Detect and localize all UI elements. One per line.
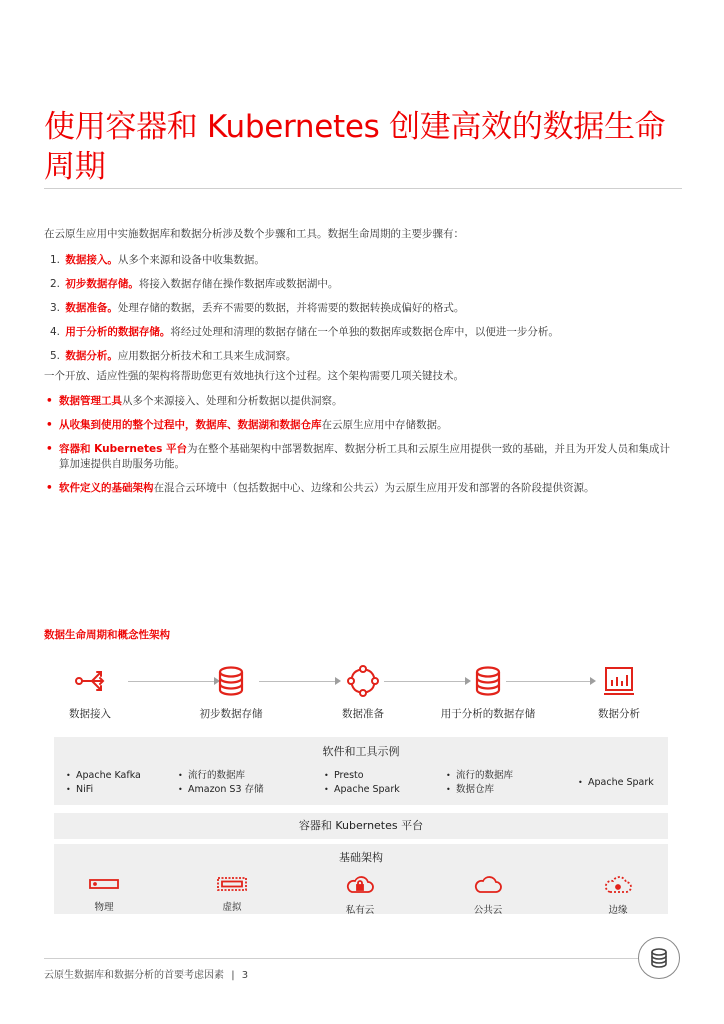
footer-divider (44, 958, 640, 959)
platform-label: 容器和 Kubernetes 平台 (298, 819, 424, 832)
tools-panel-title: 软件和工具示例 (322, 745, 400, 758)
list-item: • Apache Kafka (66, 769, 141, 783)
tool-list (178, 769, 264, 797)
cloud-icon (473, 876, 503, 894)
stage-label: 用于分析的数据存储 (440, 708, 536, 720)
infra-physical (54, 876, 154, 913)
footer-database-icon (638, 937, 680, 979)
list-item: • Amazon S3 存储 (178, 783, 264, 797)
tool-list (66, 769, 141, 797)
infra-label: 物理 (94, 902, 114, 913)
list-item: • 从收集到使用的整个过程中，数据库、数据湖和数据仓库在云原生应用中存储数据。 (46, 419, 448, 431)
stage-data-preparation (303, 664, 423, 721)
intro-paragraph: 在云原生应用中实施数据库和数据分析涉及数个步骤和工具。数据生命周期的主要步骤有： (44, 228, 464, 240)
list-item: • 数据管理工具从多个来源接入、处理和分析数据以提供洞察。 (46, 395, 343, 407)
lifecycle-flow (44, 664, 680, 724)
platform-panel (54, 813, 668, 839)
list-item: • Apache Spark (578, 776, 654, 790)
diagram-title: 数据生命周期和概念性架构 (44, 629, 170, 641)
list-item: • 软件定义的基础架构在混合云环境中（包括数据中心、边缘和公共云）为云原生应用开发和部署的各阶段提供资源。 (46, 482, 595, 494)
infra-public-cloud (438, 876, 538, 916)
page-title: 使用容器和 Kubernetes 创建高效的数据生命周期 (44, 108, 666, 185)
list-item: • Presto (324, 769, 400, 783)
list-item: 2. 初步数据存储。将接入数据存储在操作数据库或数据湖中。 (50, 278, 339, 290)
infra-private-cloud (310, 876, 410, 916)
key-technologies-list (44, 394, 680, 496)
list-item: • 流行的数据库 (178, 769, 264, 783)
infrastructure-panel (54, 844, 668, 914)
infrastructure-title: 基础架构 (339, 851, 383, 864)
page-number: 3 (241, 970, 249, 981)
tool-list (578, 776, 654, 790)
title-divider (44, 188, 682, 189)
infra-label: 公共云 (473, 905, 503, 916)
infra-virtual (182, 876, 282, 913)
list-item: 4. 用于分析的数据存储。将经过处理和清理的数据存储在一个单独的数据库或数据仓库中，以便进一步分析。 (50, 326, 559, 338)
list-item: • 数据仓库 (446, 783, 513, 797)
list-item: • NiFi (66, 783, 141, 797)
lifecycle-steps-list (44, 252, 680, 364)
stage-data-analysis (559, 664, 679, 721)
infra-label: 边缘 (608, 905, 628, 916)
footer (44, 966, 248, 981)
ingest-icon (73, 664, 107, 698)
tools-panel (54, 737, 668, 805)
infra-label: 私有云 (345, 905, 375, 916)
tool-list (446, 769, 513, 797)
stage-initial-storage (171, 664, 291, 721)
private-cloud-icon (345, 876, 375, 894)
stage-label: 数据分析 (598, 708, 640, 720)
list-item: • Apache Spark (324, 783, 400, 797)
list-item: 5. 数据分析。应用数据分析技术和工具来生成洞察。 (50, 350, 297, 362)
database-icon (471, 664, 505, 698)
server-icon (89, 877, 119, 891)
footer-separator: | (231, 970, 235, 981)
architecture-intro: 一个开放、适应性强的架构将帮助您更有效地执行这个过程。这个架构需要几项关键技术。 (44, 370, 464, 382)
body-text (44, 226, 680, 505)
infra-edge (568, 876, 668, 916)
stage-data-ingestion (30, 664, 150, 721)
tool-list (324, 769, 400, 797)
database-icon (214, 664, 248, 698)
cycle-icon (346, 664, 380, 698)
infra-label: 虚拟 (222, 902, 242, 913)
footer-title: 云原生数据库和数据分析的首要考虑因素 (44, 970, 224, 981)
list-item: • 容器和 Kubernetes 平台为在整个基础架构中部署数据库、数据分析工具和云原生应用提供一致的基础，并且为开发人员和集成计算加速提供自助服务功能。 (46, 443, 671, 470)
stage-label: 数据准备 (342, 708, 384, 720)
stage-label: 初步数据存储 (199, 708, 263, 720)
stage-analytics-storage (428, 664, 548, 721)
stage-label: 数据接入 (69, 708, 111, 720)
virtual-server-icon (217, 877, 247, 891)
list-item: 3. 数据准备。处理存储的数据，丢弃不需要的数据，并将需要的数据转换成偏好的格式。 (50, 302, 465, 314)
bar-chart-icon (602, 664, 636, 698)
edge-icon (603, 876, 633, 894)
list-item: • 流行的数据库 (446, 769, 513, 783)
list-item: 1. 数据接入。从多个来源和设备中收集数据。 (50, 254, 265, 266)
